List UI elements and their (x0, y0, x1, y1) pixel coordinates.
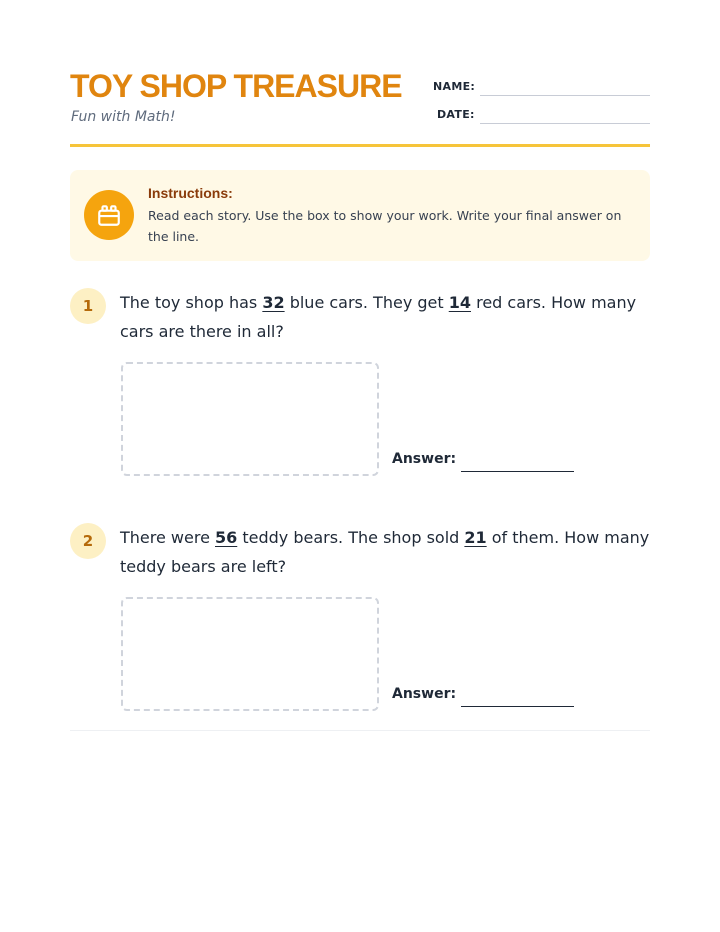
name-label: NAME: (433, 80, 476, 93)
worksheet-title: TOY SHOP TREASURE (70, 68, 402, 104)
question-number-badge: 1 (70, 288, 106, 324)
number-highlight: 14 (448, 293, 471, 312)
instructions-text: Read each story. Use the box to show your work. Write your final answer on the line. (148, 208, 622, 244)
answer-label: Answer: (392, 451, 457, 467)
instructions-title: Instructions: (148, 185, 233, 201)
name-line[interactable] (480, 95, 650, 96)
work-box[interactable] (121, 597, 379, 711)
worksheet-subtitle: Fun with Math! (71, 109, 176, 125)
instructions-box (70, 170, 650, 261)
question-text: The toy shop has 32 blue cars. They get 14 red cars. How many cars are there in all? (120, 293, 637, 341)
answer-label: Answer: (392, 686, 457, 702)
date-label: DATE: (437, 108, 475, 121)
number-highlight: 32 (262, 293, 285, 312)
number-highlight: 56 (215, 528, 238, 547)
section-divider (70, 730, 650, 731)
toy-box-icon (84, 190, 134, 240)
header-divider (70, 144, 650, 147)
answer-line[interactable] (461, 706, 574, 707)
answer-line[interactable] (461, 471, 574, 472)
question-text: There were 56 teddy bears. The shop sold 21 of them. How many teddy bears are left? (120, 528, 650, 576)
work-box[interactable] (121, 362, 379, 476)
date-line[interactable] (480, 123, 650, 124)
question-number-badge: 2 (70, 523, 106, 559)
number-highlight: 21 (464, 528, 487, 547)
